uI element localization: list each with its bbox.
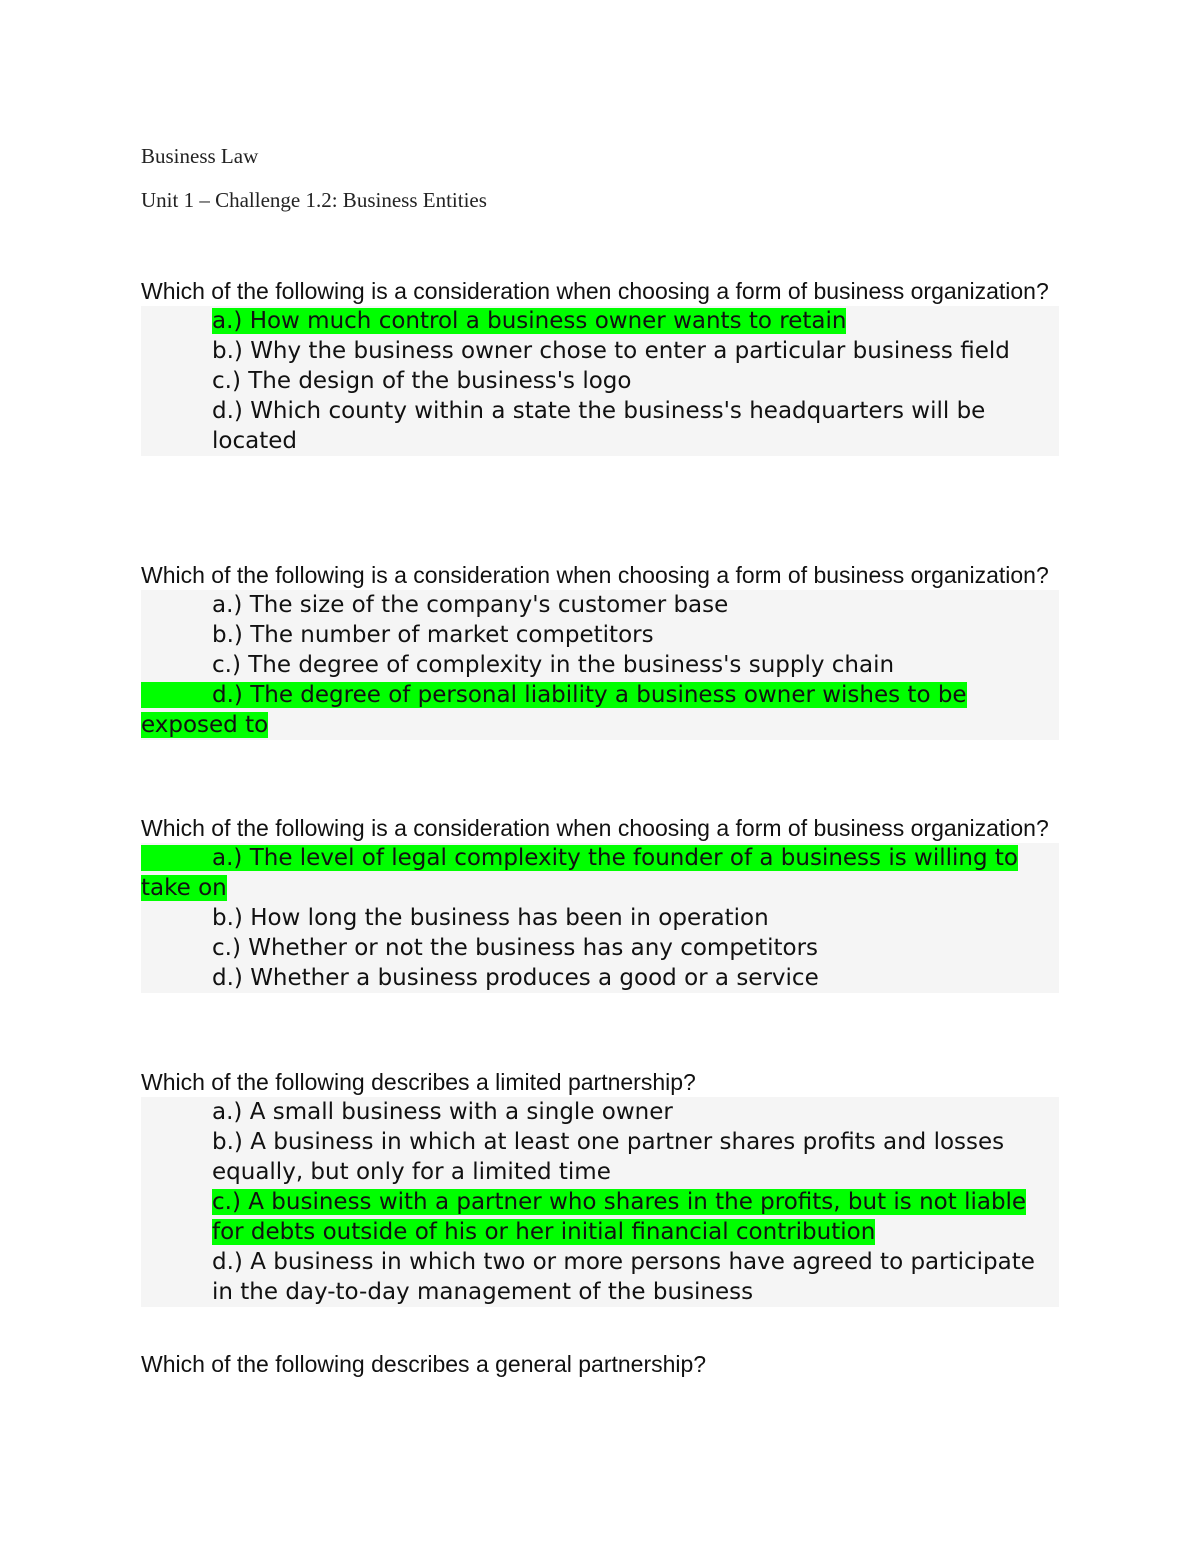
option-a[interactable] — [141, 590, 1059, 620]
option-label: b.) Why the business owner chose to enter a particular business field — [212, 338, 1010, 364]
option-d[interactable] — [141, 963, 1059, 993]
answer-options — [141, 843, 1059, 993]
option-label: b.) A business in which at least one partner shares profits and losses equally, but only for a limited time — [212, 1129, 1005, 1185]
question-text: Which of the following is a consideration when choosing a form of business organization? — [141, 278, 1049, 304]
option-b[interactable] — [141, 903, 1059, 933]
option-d[interactable] — [141, 680, 1059, 740]
option-a[interactable] — [141, 843, 1059, 903]
option-label: c.) A business with a partner who shares in the profits, but is not liable for debts outside of his or her initial financial contribution — [212, 1189, 1027, 1245]
question-text: Which of the following describes a limited partnership? — [141, 1069, 696, 1095]
course-title: Business Law — [141, 144, 259, 168]
option-d[interactable] — [141, 1247, 1059, 1307]
option-label: a.) A small business with a single owner — [212, 1099, 673, 1125]
option-c[interactable] — [141, 1187, 1059, 1247]
answer-options — [141, 306, 1059, 456]
option-label: c.) The degree of complexity in the business's supply chain — [212, 652, 895, 678]
question-4 — [141, 1068, 1059, 1307]
option-label: c.) The design of the business's logo — [212, 368, 632, 394]
option-b[interactable] — [141, 1127, 1059, 1187]
option-c[interactable] — [141, 366, 1059, 396]
question-5 — [141, 1350, 1059, 1379]
answer-options — [141, 1097, 1059, 1307]
question-text: Which of the following describes a general partnership? — [141, 1351, 707, 1377]
question-text: Which of the following is a consideration when choosing a form of business organization? — [141, 562, 1049, 588]
option-b[interactable] — [141, 336, 1059, 366]
option-label: d.) The degree of personal liability a business owner wishes to be exposed to — [141, 682, 967, 738]
question-2 — [141, 561, 1059, 740]
option-a[interactable] — [141, 306, 1059, 336]
unit-title: Unit 1 – Challenge 1.2: Business Entities — [141, 188, 487, 212]
option-a[interactable] — [141, 1097, 1059, 1127]
option-b[interactable] — [141, 620, 1059, 650]
option-d[interactable] — [141, 396, 1059, 456]
option-label: d.) A business in which two or more persons have agreed to participate in the day-to-day management of the business — [212, 1249, 1035, 1305]
option-label: c.) Whether or not the business has any competitors — [212, 935, 819, 961]
option-c[interactable] — [141, 933, 1059, 963]
option-label: a.) How much control a business owner wants to retain — [212, 308, 847, 334]
option-label: b.) The number of market competitors — [212, 622, 654, 648]
question-text: Which of the following is a consideration when choosing a form of business organization? — [141, 815, 1049, 841]
option-label: d.) Whether a business produces a good or a service — [212, 965, 819, 991]
option-label: a.) The level of legal complexity the founder of a business is willing to take on — [141, 845, 1018, 901]
question-1 — [141, 277, 1059, 456]
question-3 — [141, 814, 1059, 993]
answer-options — [141, 590, 1059, 740]
option-label: d.) Which county within a state the business's headquarters will be located — [212, 398, 986, 454]
option-label: b.) How long the business has been in operation — [212, 905, 769, 931]
option-label: a.) The size of the company's customer base — [212, 592, 729, 618]
option-c[interactable] — [141, 650, 1059, 680]
